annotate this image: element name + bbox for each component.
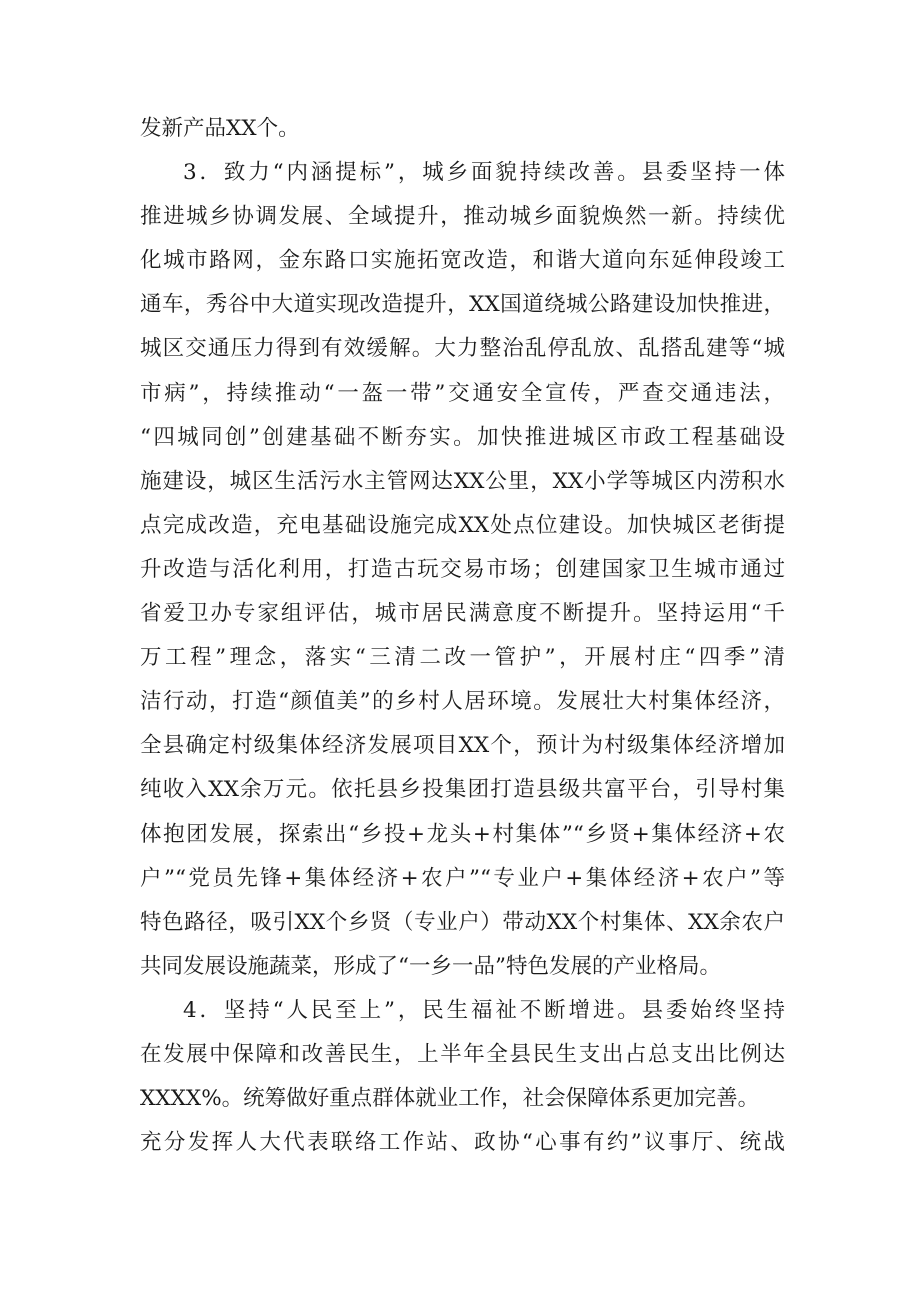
- text-line: 施建设，城区生活污水主管网达XX公里，XX小学等城区内涝积水: [140, 468, 785, 494]
- text-line: 户”“党员先锋+集体经济+农户”“专业户+集体经济+农户”等: [140, 865, 785, 891]
- text-line: 洁行动，打造“颜值美”的乡村人居环境。发展壮大村集体经济，: [140, 689, 785, 715]
- text-line: 共同发展设施蔬菜，形成了“一乡一品”特色发展的产业格局。: [140, 953, 721, 979]
- text-line: 城区交通压力得到有效缓解。大力整治乱停乱放、乱搭乱建等“城: [140, 336, 785, 362]
- text-line: 充分发挥人大代表联络工作站、政协“心事有约”议事厅、统战: [140, 1130, 785, 1156]
- text-line: 推进城乡协调发展、全域提升，推动城乡面貌焕然一新。持续优: [140, 204, 785, 230]
- text-line: 点完成改造，充电基础设施完成XX处点位建设。加快城区老街提: [140, 512, 785, 538]
- text-line: XXXX%。统筹做好重点群体就业工作，社会保障体系更加完善。: [140, 1086, 760, 1112]
- text-line: 省爱卫办专家组评估，城市居民满意度不断提升。坚持运用“千: [140, 601, 785, 627]
- text-line: 3．致力“内涵提标”，城乡面貌持续改善。县委坚持一体: [183, 160, 785, 186]
- body-text: [140, 107, 785, 1165]
- text-line: 通车，秀谷中大道实现改造提升，XX国道绕城公路建设加快推进，: [140, 292, 785, 318]
- text-line: 市病”，持续推动“一盔一带”交通安全宣传，严查交通违法，: [140, 380, 785, 406]
- text-line: 万工程”理念，落实“三清二改一管护”，开展村庄“四季”清: [140, 645, 785, 671]
- text-line: 升改造与活化利用，打造古玩交易市场；创建国家卫生城市通过: [140, 556, 785, 582]
- text-line: 纯收入XX余万元。依托县乡投集团打造县级共富平台，引导村集: [140, 777, 785, 803]
- text-line: “四城同创”创建基础不断夯实。加快推进城区市政工程基础设: [140, 424, 785, 450]
- text-line: 全县确定村级集体经济发展项目XX个，预计为村级集体经济增加: [140, 733, 785, 759]
- text-line: 特色路径，吸引XX个乡贤（专业户）带动XX个村集体、XX余农户: [140, 909, 785, 935]
- text-line: 4．坚持“人民至上”，民生福祉不断增进。县委始终坚持: [183, 997, 785, 1023]
- text-line: 体抱团发展，探索出“乡投+龙头+村集体”“乡贤+集体经济+农: [140, 821, 785, 847]
- text-line: 在发展中保障和改善民生，上半年全县民生支出占总支出比例达: [140, 1041, 785, 1067]
- text-line: 化城市路网，金东路口实施拓宽改造，和谐大道向东延伸段竣工: [140, 248, 785, 274]
- text-line: 发新产品XX个。: [140, 116, 300, 141]
